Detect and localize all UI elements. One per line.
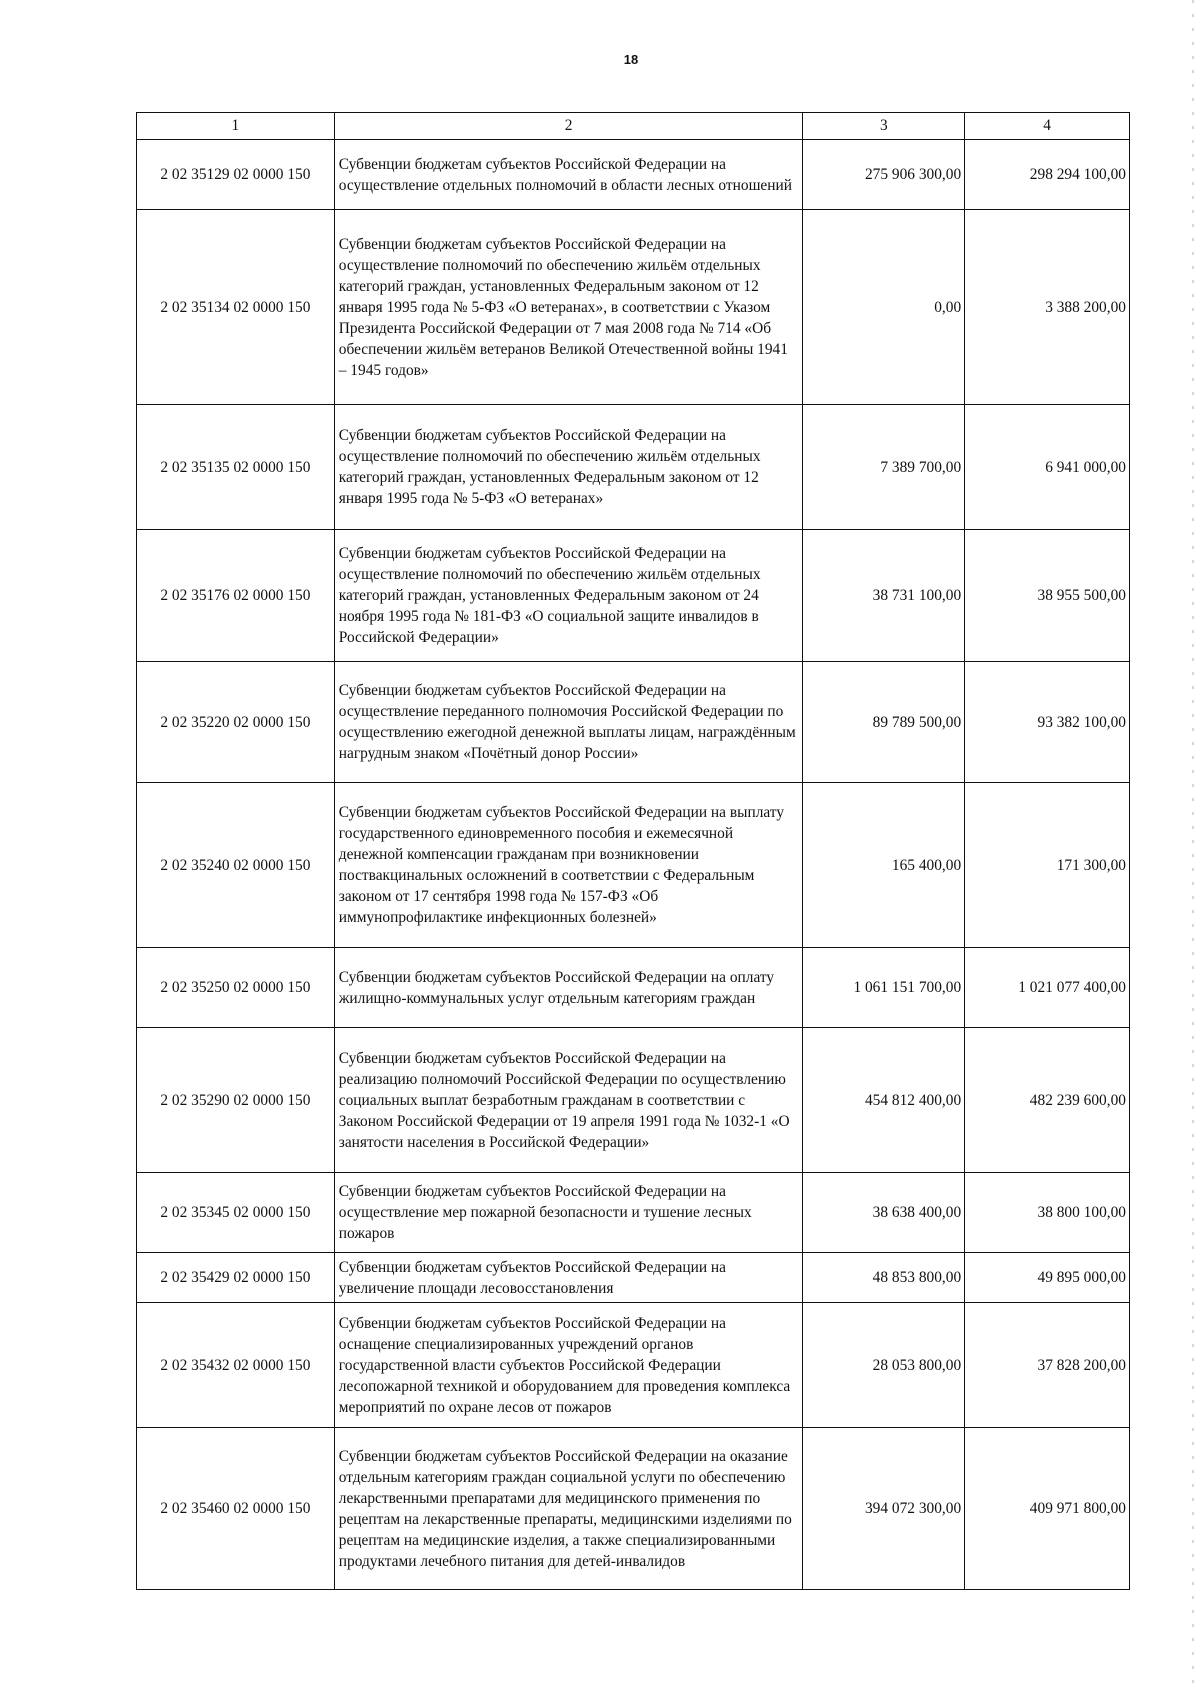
description: Субвенции бюджетам субъектов Российской Федерации на осуществление мер пожарной безопасности и тушение лесных пожаров xyxy=(334,1173,803,1253)
table-row xyxy=(137,1028,1130,1173)
scan-edge-artifact xyxy=(1192,0,1194,1686)
description: Субвенции бюджетам субъектов Российской Федерации на осуществление полномочий по обеспечению жильём отдельных категорий граждан, установленных Федеральным законом от 12 января 1995 года № 5-ФЗ «О ветеранах», в соответствии с Указом Президента Российской Федерации от 7 мая 2008 года № 714 «Об обеспечении жильём ветеранов Великой Отечественной войны 1941 – 1945 годов» xyxy=(334,210,803,405)
description: Субвенции бюджетам субъектов Российской Федерации на осуществление отдельных полномочий в области лесных отношений xyxy=(334,140,803,210)
budget-code: 2 02 35134 02 0000 150 xyxy=(137,210,335,405)
amount-col-4: 6 941 000,00 xyxy=(965,405,1130,530)
amount-col-3: 48 853 800,00 xyxy=(803,1253,965,1303)
amount-col-4: 1 021 077 400,00 xyxy=(965,948,1130,1028)
description: Субвенции бюджетам субъектов Российской Федерации на увеличение площади лесовосстановления xyxy=(334,1253,803,1303)
amount-col-3: 38 638 400,00 xyxy=(803,1173,965,1253)
header-col-1: 1 xyxy=(137,113,335,140)
page-number: 18 xyxy=(623,52,639,67)
table-row xyxy=(137,1253,1130,1303)
budget-code: 2 02 35240 02 0000 150 xyxy=(137,783,335,948)
description: Субвенции бюджетам субъектов Российской Федерации на осуществление переданного полномочия Российской Федерации по осуществлению ежегодной денежной выплаты лицам, награждённым нагрудным знаком «Почётный донор России» xyxy=(334,662,803,783)
header-col-3: 3 xyxy=(803,113,965,140)
table-header-row xyxy=(137,113,1130,140)
amount-col-3: 0,00 xyxy=(803,210,965,405)
budget-code: 2 02 35432 02 0000 150 xyxy=(137,1303,335,1428)
table-row xyxy=(137,783,1130,948)
budget-code: 2 02 35135 02 0000 150 xyxy=(137,405,335,530)
amount-col-3: 165 400,00 xyxy=(803,783,965,948)
amount-col-4: 409 971 800,00 xyxy=(965,1428,1130,1590)
amount-col-3: 38 731 100,00 xyxy=(803,530,965,662)
description: Субвенции бюджетам субъектов Российской Федерации на выплату государственного единовременного пособия и ежемесячной денежной компенсации гражданам при возникновении поствакцинальных осложнений в соответствии с Федеральным законом от 17 сентября 1998 года № 157-ФЗ «Об иммунопрофилактике инфекционных болезней» xyxy=(334,783,803,948)
budget-table xyxy=(136,112,1130,1590)
budget-code: 2 02 35176 02 0000 150 xyxy=(137,530,335,662)
amount-col-4: 3 388 200,00 xyxy=(965,210,1130,405)
table-row xyxy=(137,140,1130,210)
table-row xyxy=(137,1428,1130,1590)
amount-col-3: 275 906 300,00 xyxy=(803,140,965,210)
description: Субвенции бюджетам субъектов Российской Федерации на оказание отдельным категориям граждан социальной услуги по обеспечению лекарственными препаратами для медицинского применения по рецептам на лекарственные препараты, медицинскими изделиями по рецептам на медицинские изделия, а также специализированными продуктами лечебного питания для детей-инвалидов xyxy=(334,1428,803,1590)
budget-code: 2 02 35290 02 0000 150 xyxy=(137,1028,335,1173)
description: Субвенции бюджетам субъектов Российской Федерации на оснащение специализированных учреждений органов государственной власти субъектов Российской Федерации лесопожарной техникой и оборудованием для проведения комплекса мероприятий по охране лесов от пожаров xyxy=(334,1303,803,1428)
table-row xyxy=(137,530,1130,662)
description: Субвенции бюджетам субъектов Российской Федерации на осуществление полномочий по обеспечению жильём отдельных категорий граждан, установленных Федеральным законом от 24 ноября 1995 года № 181-ФЗ «О социальной защите инвалидов в Российской Федерации» xyxy=(334,530,803,662)
header-col-4: 4 xyxy=(965,113,1130,140)
budget-code: 2 02 35250 02 0000 150 xyxy=(137,948,335,1028)
description: Субвенции бюджетам субъектов Российской Федерации на оплату жилищно-коммунальных услуг отдельным категориям граждан xyxy=(334,948,803,1028)
budget-code: 2 02 35460 02 0000 150 xyxy=(137,1428,335,1590)
amount-col-4: 38 955 500,00 xyxy=(965,530,1130,662)
amount-col-3: 28 053 800,00 xyxy=(803,1303,965,1428)
description: Субвенции бюджетам субъектов Российской Федерации на осуществление полномочий по обеспечению жильём отдельных категорий граждан, установленных Федеральным законом от 12 января 1995 года № 5-ФЗ «О ветеранах» xyxy=(334,405,803,530)
header-col-2: 2 xyxy=(334,113,803,140)
table-row xyxy=(137,948,1130,1028)
table-row xyxy=(137,1303,1130,1428)
budget-code: 2 02 35345 02 0000 150 xyxy=(137,1173,335,1253)
amount-col-3: 1 061 151 700,00 xyxy=(803,948,965,1028)
amount-col-4: 38 800 100,00 xyxy=(965,1173,1130,1253)
budget-code: 2 02 35429 02 0000 150 xyxy=(137,1253,335,1303)
amount-col-3: 7 389 700,00 xyxy=(803,405,965,530)
amount-col-3: 89 789 500,00 xyxy=(803,662,965,783)
budget-code: 2 02 35220 02 0000 150 xyxy=(137,662,335,783)
amount-col-4: 482 239 600,00 xyxy=(965,1028,1130,1173)
budget-code: 2 02 35129 02 0000 150 xyxy=(137,140,335,210)
amount-col-4: 37 828 200,00 xyxy=(965,1303,1130,1428)
amount-col-4: 298 294 100,00 xyxy=(965,140,1130,210)
amount-col-3: 454 812 400,00 xyxy=(803,1028,965,1173)
table-row xyxy=(137,405,1130,530)
table-row xyxy=(137,1173,1130,1253)
description: Субвенции бюджетам субъектов Российской Федерации на реализацию полномочий Российской Федерации по осуществлению социальных выплат безработным гражданам в соответствии с Законом Российской Федерации от 19 апреля 1991 года № 1032-1 «О занятости населения в Российской Федерации» xyxy=(334,1028,803,1173)
amount-col-4: 93 382 100,00 xyxy=(965,662,1130,783)
table-row xyxy=(137,210,1130,405)
amount-col-4: 49 895 000,00 xyxy=(965,1253,1130,1303)
table-row xyxy=(137,662,1130,783)
amount-col-4: 171 300,00 xyxy=(965,783,1130,948)
amount-col-3: 394 072 300,00 xyxy=(803,1428,965,1590)
